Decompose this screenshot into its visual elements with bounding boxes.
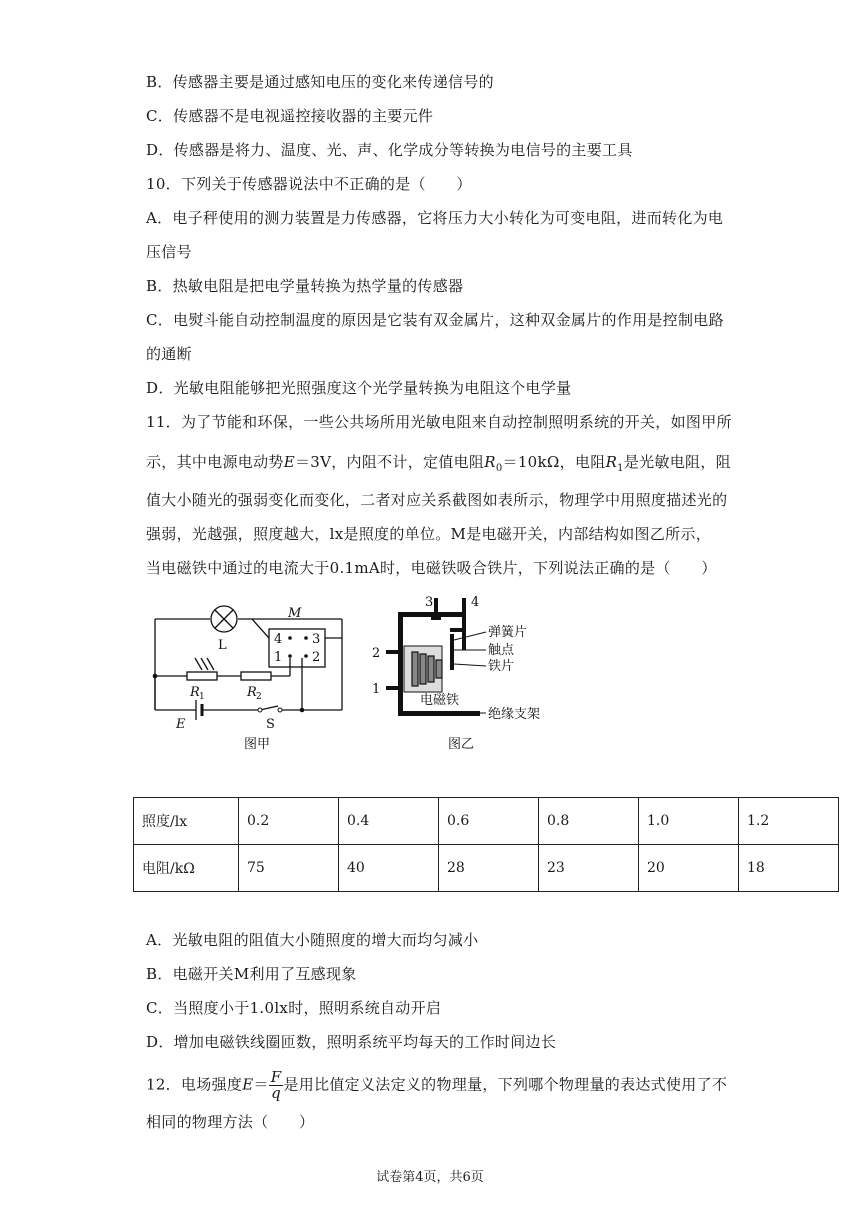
insulating-stand-label: 绝缘支架 (488, 707, 541, 722)
q11-stem-line2 (146, 452, 731, 479)
r0-value: ＝10kΩ (502, 453, 560, 471)
field-strength-symbol: E (242, 1075, 254, 1094)
q12-stem-line2: 相同的物理方法（ ） (146, 1113, 315, 1131)
table-cell: 1.0 (639, 798, 739, 845)
terminal-1: 1 (274, 650, 283, 665)
table-cell: 0.2 (239, 798, 339, 845)
r0-subscript: 0 (495, 463, 503, 474)
table-row (134, 798, 839, 845)
fraction-numerator: F (270, 1068, 282, 1086)
page-footer: 试卷第4页，共6页 (376, 1170, 484, 1185)
label-R2: R (247, 685, 257, 700)
q12-text-b: 是用比值定义法定义的物理量，下列哪个物理量的表达式使用了不 (283, 1075, 728, 1094)
q11-text-a: 示，其中电源电动势 (146, 453, 284, 471)
illuminance-resistance-table (133, 797, 839, 892)
label-S: S (266, 717, 275, 732)
figure-jia-caption: 图甲 (244, 737, 271, 752)
q10-stem: 10．下列关于传感器说法中不正确的是（ ） (146, 175, 472, 193)
q11-stem-line3: 值大小随光的强弱变化而变化，二者对应关系截图如表所示，物理学中用照度描述光的 (146, 491, 728, 509)
q11-option-d: D．增加电磁铁线圈匝数，照明系统平均每天的工作时间边长 (146, 1033, 557, 1051)
r0-symbol: R (484, 453, 496, 471)
q11-option-a: A．光敏电阻的阻值大小随照度的增大而均匀减小 (146, 931, 479, 949)
table-cell: 40 (339, 845, 439, 892)
iron-plate-label: 铁片 (488, 659, 515, 674)
figure-yi-caption: 图乙 (448, 737, 475, 752)
q10-option-c-line1: C．电熨斗能自动控制温度的原因是它装有双金属片，这种双金属片的作用是控制电路 (146, 311, 724, 329)
q11-stem-line4: 强弱，光越强，照度越大，lx是照度的单位。M是电磁开关，内部结构如图乙所示， (146, 525, 712, 543)
r1-subscript: 1 (617, 463, 624, 474)
emf-value: ＝3V (294, 453, 332, 471)
table-header-illuminance: 照度/lx (134, 798, 239, 845)
q11-stem-line1: 11．为了节能和环保，一些公共场所用光敏电阻来自动控制照明系统的开关，如图甲所 (146, 413, 732, 431)
q12-text-a: 12．电场强度 (146, 1075, 243, 1094)
terminal-2: 2 (312, 650, 321, 665)
label-R1-sub: 1 (199, 692, 205, 702)
q11-option-b: B．电磁开关M利用了互感现象 (146, 965, 357, 983)
r1-symbol: R (605, 453, 618, 471)
q9-option-d: D．传感器是将力、温度、光、声、化学成分等转换为电信号的主要工具 (146, 141, 633, 159)
label-L: L (218, 638, 227, 653)
circuit-diagram-figure-jia (140, 596, 370, 756)
table-cell: 23 (539, 845, 639, 892)
q12-stem-line1 (146, 1070, 727, 1101)
table-cell: 28 (439, 845, 539, 892)
label-R1: R (190, 685, 200, 700)
contact-label: 触点 (488, 643, 515, 658)
equals-sign: ＝ (253, 1075, 269, 1094)
q11-option-c: C．当照度小于1.0lx时，照明系统自动开启 (146, 999, 442, 1017)
table-cell: 18 (739, 845, 839, 892)
table-cell: 1.2 (739, 798, 839, 845)
q10-option-c-line2: 的通断 (146, 345, 192, 363)
table-cell: 75 (239, 845, 339, 892)
q11-text-c: ，电阻 (559, 453, 606, 471)
table-row (134, 845, 839, 892)
label-M: M (288, 606, 302, 621)
terminal-4-label: 4 (471, 595, 480, 610)
fraction-denominator: q (271, 1084, 282, 1102)
q9-option-c: C．传感器不是电视遥控接收器的主要元件 (146, 107, 434, 125)
terminal-1-label: 1 (372, 682, 381, 697)
spring-strip-label: 弹簧片 (488, 625, 528, 640)
label-E: E (176, 717, 186, 732)
terminal-2-label: 2 (372, 646, 381, 661)
label-R2-sub: 2 (256, 692, 262, 702)
terminal-4: 4 (274, 632, 283, 647)
q11-text-d: 是光敏电阻，阻 (623, 453, 731, 471)
table-cell: 0.4 (339, 798, 439, 845)
q9-option-b: B．传感器主要是通过感知电压的变化来传递信号的 (146, 73, 494, 91)
q11-text-b: ，内阻不计，定值电阻 (331, 453, 485, 471)
electromagnetic-switch-figure-yi (368, 590, 588, 756)
emf-symbol: E (283, 453, 295, 471)
table-cell: 0.6 (439, 798, 539, 845)
table-cell: 20 (639, 845, 739, 892)
q10-option-b: B．热敏电阻是把电学量转换为热学量的传感器 (146, 277, 464, 295)
terminal-3: 3 (312, 632, 321, 647)
terminal-3-label: 3 (425, 595, 434, 610)
electromagnet-label: 电磁铁 (420, 693, 460, 708)
q10-option-a-line1: A．电子秤使用的测力装置是力传感器，它将压力大小转化为可变电阻，进而转化为电 (146, 209, 724, 227)
fraction-F-over-q (269, 1070, 284, 1101)
table-cell: 0.8 (539, 798, 639, 845)
q11-stem-line5: 当电磁铁中通过的电流大于0.1mA时，电磁铁吸合铁片，下列说法正确的是（ ） (146, 559, 717, 577)
q10-option-a-line2: 压信号 (146, 243, 192, 261)
table-header-resistance: 电阻/kΩ (134, 845, 239, 892)
q10-option-d: D．光敏电阻能够把光照强度这个光学量转换为电阻这个电学量 (146, 379, 572, 397)
